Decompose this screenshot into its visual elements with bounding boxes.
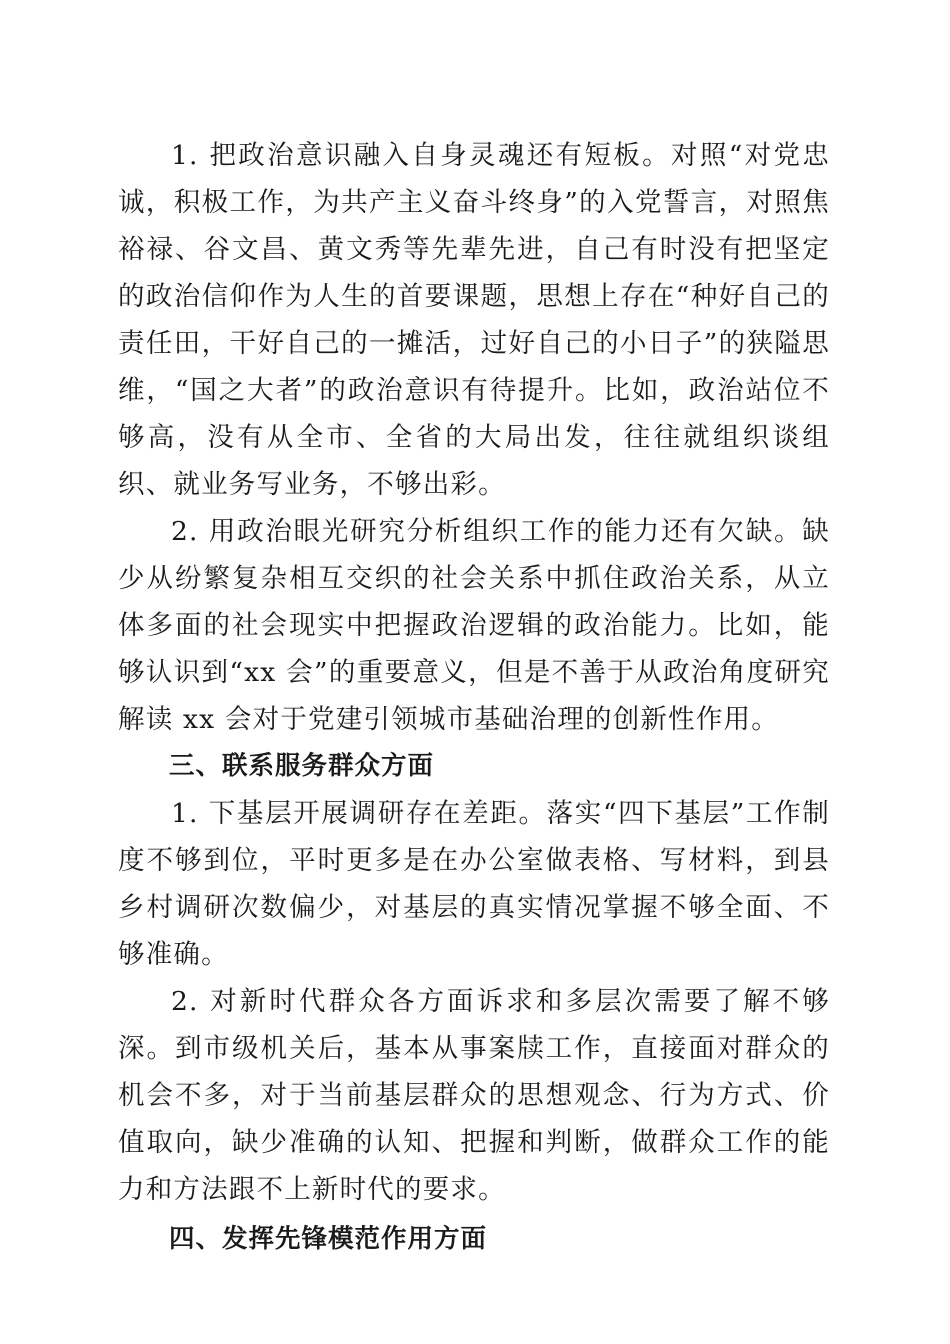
paragraph-masses-needs: 2. 对新时代群众各方面诉求和多层次需要了解不够深。到市级机关后，基本从事案牍工作，直接面对群众的机会不多，对于当前基层群众的思想观念、行为方式、价值取向，缺少准确的认知、把握和判断，做群众工作的能力和方法跟不上新时代的要求。 bbox=[118, 986, 830, 1205]
paragraph-grassroots-research: 1. 下基层开展调研存在差距。落实“四下基层”工作制度不够到位，平时更多是在办公室做表格、写材料，到县乡村调研次数偏少，对基层的真实情况掌握不够全面、不够准确。 bbox=[118, 798, 830, 970]
document-body bbox=[118, 132, 830, 1263]
section-heading-serving-masses: 三、联系服务群众方面 bbox=[169, 751, 435, 781]
section-heading-vanguard-role: 四、发挥先锋模范作用方面 bbox=[169, 1224, 488, 1254]
paragraph-political-analysis: 2. 用政治眼光研究分析组织工作的能力还有欠缺。缺少从纷繁复杂相互交织的社会关系中抓住政治关系，从立体多面的社会现实中把握政治逻辑的政治能力。比如，能够认识到“xx 会”的重要意义，但是不善于从政治角度研究解读 xx 会对于党建引领城市基础治理的创新性作用。 bbox=[118, 516, 830, 735]
paragraph-political-awareness: 1. 把政治意识融入自身灵魂还有短板。对照“对党忠诚，积极工作，为共产主义奋斗终身”的入党誓言，对照焦裕禄、谷文昌、黄文秀等先辈先进，自己有时没有把坚定的政治信仰作为人生的首要课题，思想上存在“种好自己的责任田，干好自己的一摊活，过好自己的小日子”的狭隘思维，“国之大者”的政治意识有待提升。比如，政治站位不够高，没有从全市、全省的大局出发，往往就组织谈组织、就业务写业务，不够出彩。 bbox=[118, 140, 830, 500]
